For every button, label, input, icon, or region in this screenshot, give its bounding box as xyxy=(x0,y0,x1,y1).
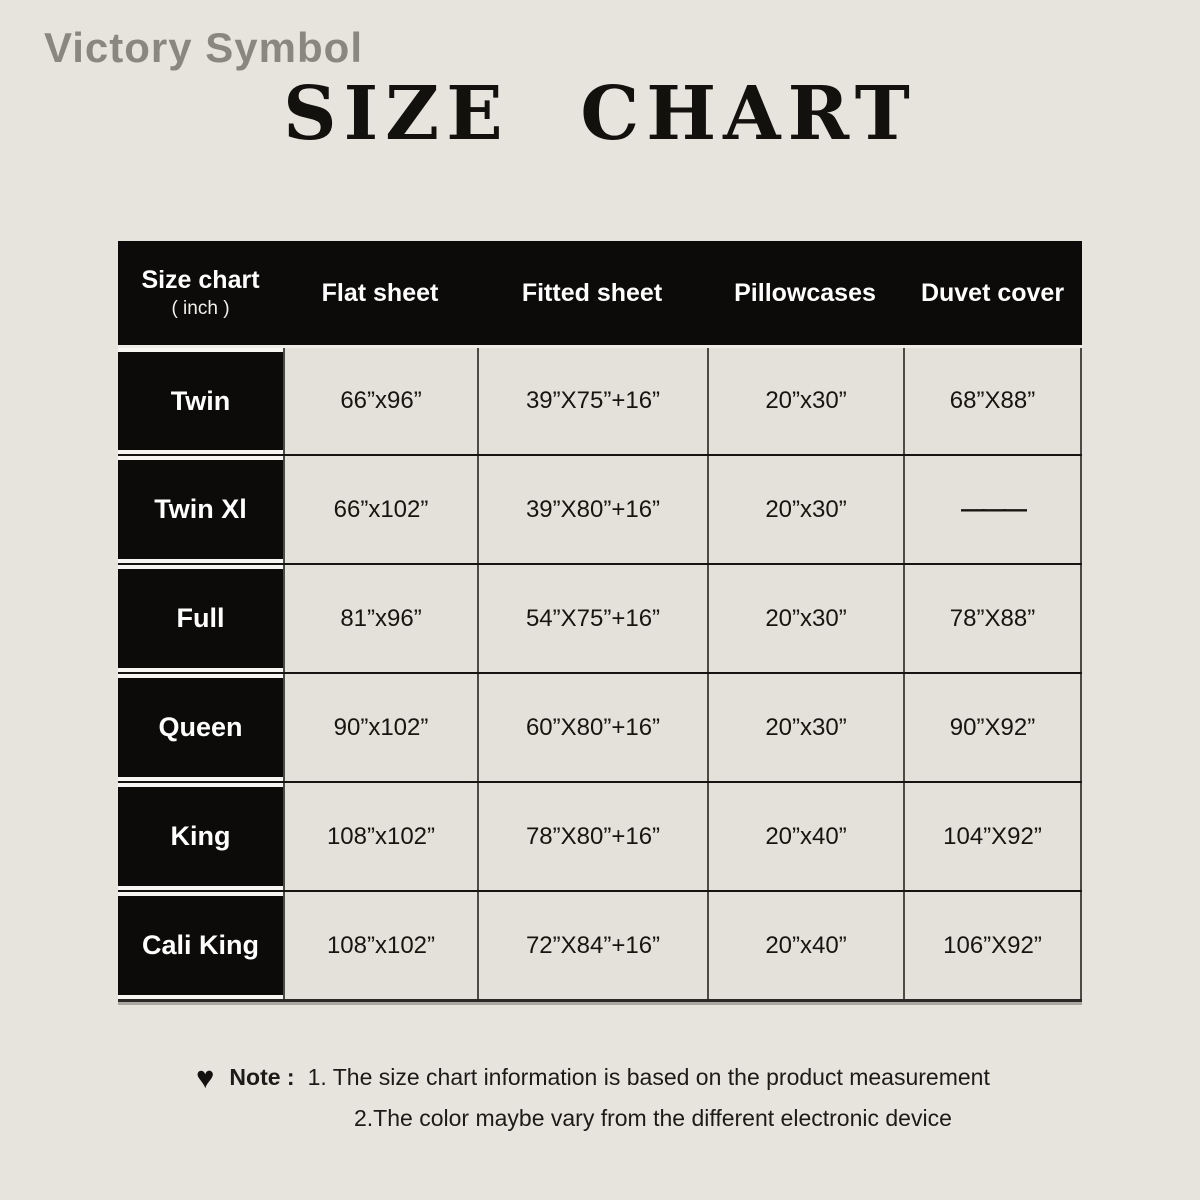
brand-logo: Victory Symbol xyxy=(44,24,363,71)
heart-icon: ♥ xyxy=(196,1060,215,1095)
table-cell: 90”x102” xyxy=(283,674,477,781)
table-cell: 20”x40” xyxy=(707,892,903,999)
table-cell: 90”X92” xyxy=(903,674,1082,781)
table-row-queen xyxy=(118,672,1082,781)
note-line-1 xyxy=(196,1062,990,1093)
header-size-chart xyxy=(118,241,283,345)
table-cell: 104”X92” xyxy=(903,783,1082,890)
table-cell: 54”X75”+16” xyxy=(477,565,707,672)
header-size-chart-unit: ( inch ) xyxy=(171,298,230,319)
row-label-cell xyxy=(118,783,283,890)
table-cell: 106”X92” xyxy=(903,892,1082,999)
row-label-cell xyxy=(118,565,283,672)
row-label: Twin xyxy=(118,352,283,450)
row-label-cell xyxy=(118,348,283,454)
table-cell: 68”X88” xyxy=(903,348,1082,454)
table-cell: 20”x30” xyxy=(707,565,903,672)
table-cell: 20”x30” xyxy=(707,456,903,563)
table-cell: 108”x102” xyxy=(283,892,477,999)
row-label-cell xyxy=(118,456,283,563)
table-row-twin xyxy=(118,345,1082,454)
header-duvet-cover: Duvet cover xyxy=(920,278,1065,307)
header-size-chart-title: Size chart xyxy=(141,266,260,294)
table-cell: 66”x96” xyxy=(283,348,477,454)
note-text-1: 1. The size chart information is based on the product measurement xyxy=(307,1064,990,1090)
table-cell: 108”x102” xyxy=(283,783,477,890)
table-cell: 20”x30” xyxy=(707,348,903,454)
table-cell: 66”x102” xyxy=(283,456,477,563)
table-row-cali-king xyxy=(118,890,1082,999)
row-label-cell xyxy=(118,674,283,781)
note-section xyxy=(196,1062,990,1132)
table-cell: 81”x96” xyxy=(283,565,477,672)
note-text-2: 2.The color maybe vary from the different electronic device xyxy=(354,1105,952,1131)
row-label: Twin Xl xyxy=(118,460,283,559)
row-label: Cali King xyxy=(118,896,283,995)
table-cell: 60”X80”+16” xyxy=(477,674,707,781)
table-cell: 39”X75”+16” xyxy=(477,348,707,454)
table-row-king xyxy=(118,781,1082,890)
row-label: Queen xyxy=(118,678,283,777)
row-label-cell xyxy=(118,892,283,999)
table-cell: 78”X88” xyxy=(903,565,1082,672)
table-cell: 72”X84”+16” xyxy=(477,892,707,999)
note-label: Note : xyxy=(229,1064,295,1090)
table-row-twin-xl xyxy=(118,454,1082,563)
header-flat-sheet: Flat sheet xyxy=(321,278,439,307)
page-title: SIZE CHART xyxy=(283,71,917,157)
table-cell: 39”X80”+16” xyxy=(477,456,707,563)
table-cell: 78”X80”+16” xyxy=(477,783,707,890)
table-cell: 20”x40” xyxy=(707,783,903,890)
table-header-row xyxy=(118,241,1082,345)
table-cell-empty-dash: ——— xyxy=(903,456,1082,563)
header-pillowcases: Pillowcases xyxy=(734,278,876,307)
table-cell: 20”x30” xyxy=(707,674,903,781)
row-label: Full xyxy=(118,569,283,668)
table-row-full xyxy=(118,563,1082,672)
size-chart-table xyxy=(118,241,1082,1002)
row-label: King xyxy=(118,787,283,886)
header-fitted-sheet: Fitted sheet xyxy=(521,278,663,307)
